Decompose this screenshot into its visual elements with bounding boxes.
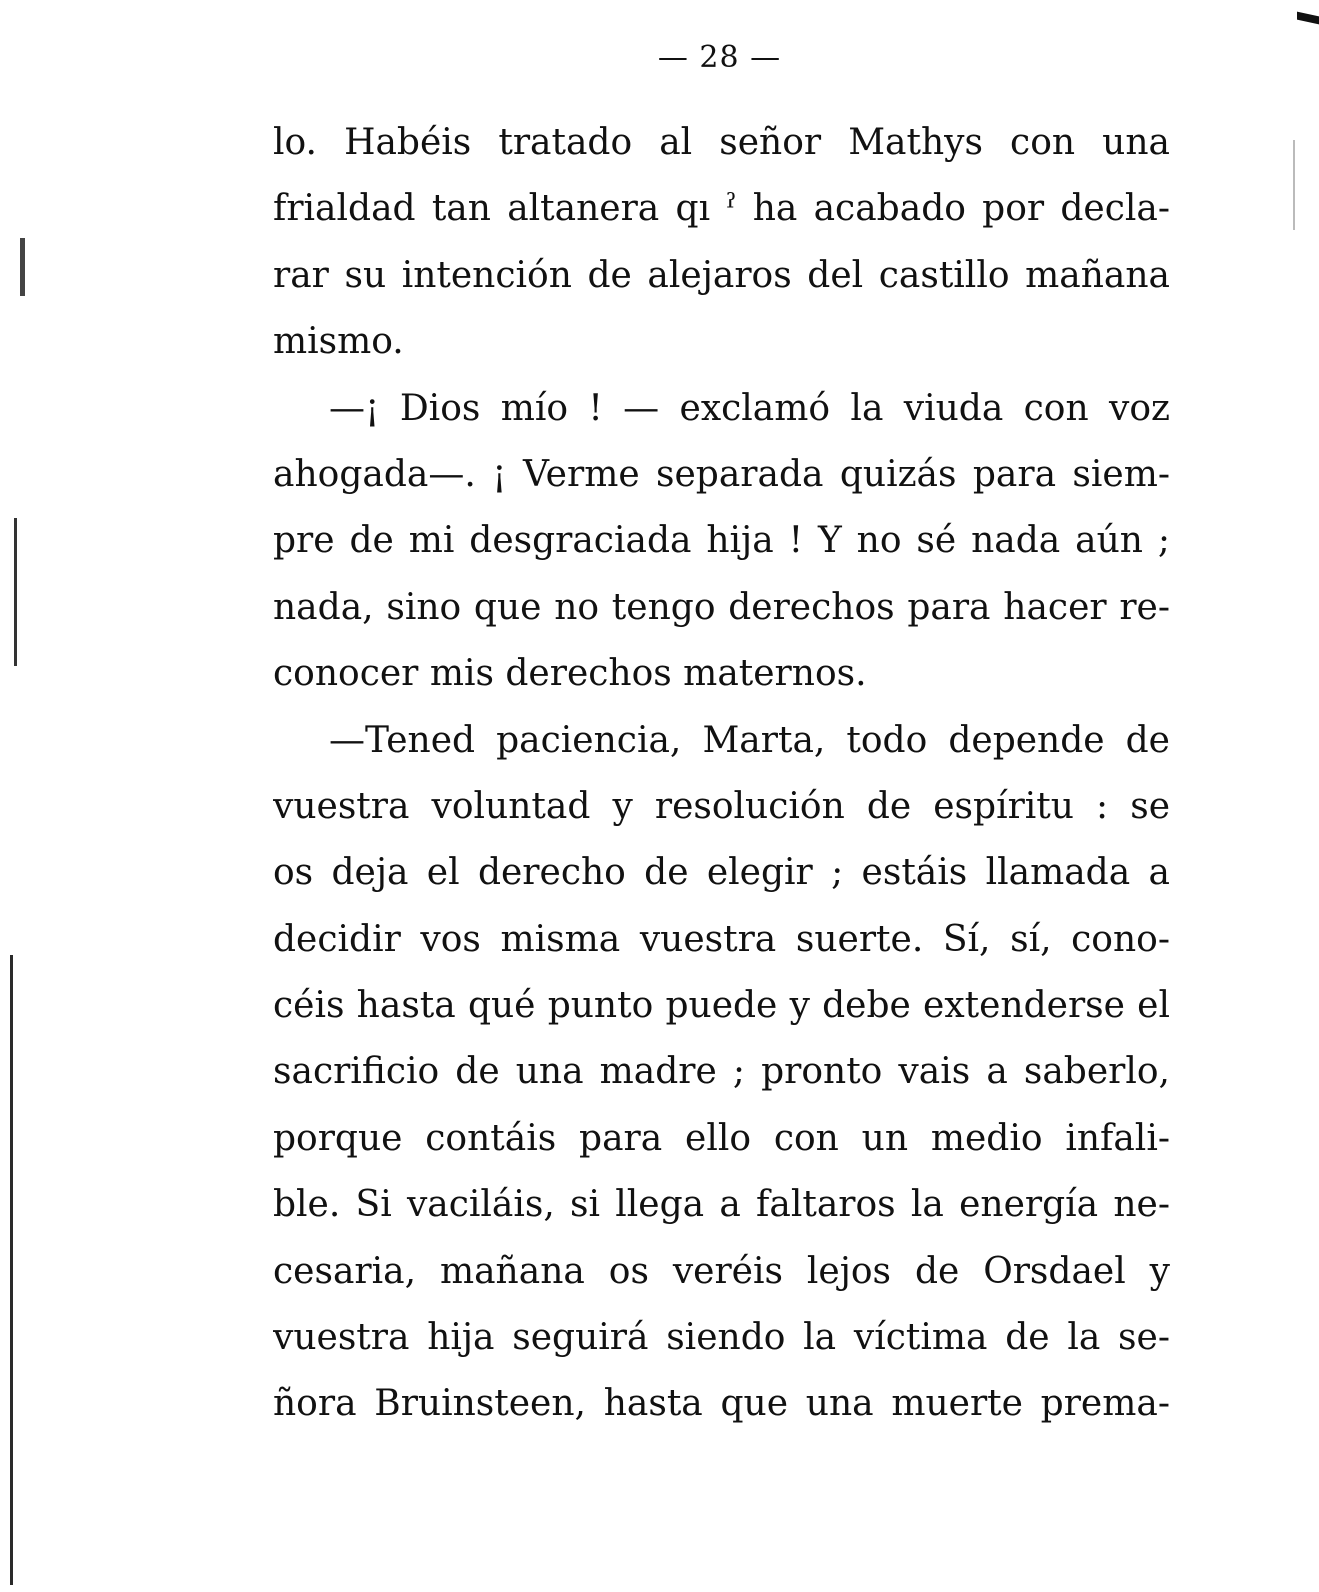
body-text <box>273 110 1170 1438</box>
scan-edge-mark <box>14 518 17 666</box>
scan-edge-mark <box>20 238 25 296</box>
text-line: vuestra hija seguirá siendo la víctima de la se- <box>273 1317 1170 1359</box>
text-line: —¡ Dios mío ! — exclamó la viuda con voz <box>329 387 1170 429</box>
text-line: ñora Bruinsteen, hasta que una muerte prema- <box>273 1383 1170 1425</box>
text-line: —Tened paciencia, Marta, todo depende de <box>329 719 1170 761</box>
scan-edge-mark <box>10 955 13 1585</box>
text-line: os deja el derecho de elegir ; estáis llamada a <box>273 852 1170 894</box>
text-line: lo. Habéis tratado al señor Mathys con una <box>273 122 1170 163</box>
text-line: ble. Si vaciláis, si llega a faltaros la energía ne- <box>273 1184 1170 1226</box>
text-line: céis hasta qué punto puede y debe extenderse el <box>273 985 1170 1027</box>
text-line: sacrificio de una madre ; pronto vais a saberlo, <box>273 1051 1170 1093</box>
text-line: rar su intención de alejaros del castillo mañana <box>273 254 1170 296</box>
text-line: conocer mis derechos maternos. <box>273 653 867 695</box>
text-line: vuestra voluntad y resolución de espíritu : se <box>273 785 1170 827</box>
scan-corner-mark <box>1297 12 1319 25</box>
text-line: porque contáis para ello con un medio infali- <box>273 1117 1170 1159</box>
text-line: frialdad tan altanera qı ˀ ha acabado por decla- <box>273 188 1170 230</box>
text-line: cesaria, mañana os veréis lejos de Orsdael y <box>273 1250 1170 1292</box>
text-line: nada, sino que no tengo derechos para hacer re- <box>273 586 1170 628</box>
page-number: — 28 — <box>657 40 782 75</box>
scan-edge-mark <box>1293 140 1295 230</box>
text-line: pre de mi desgraciada hija ! Y no sé nada aún ; <box>273 520 1170 562</box>
text-line: ahogada—. ¡ Verme separada quizás para siem- <box>273 453 1170 495</box>
text-line: decidir vos misma vuestra suerte. Sí, sí, cono- <box>273 918 1170 960</box>
text-line: mismo. <box>273 321 404 363</box>
